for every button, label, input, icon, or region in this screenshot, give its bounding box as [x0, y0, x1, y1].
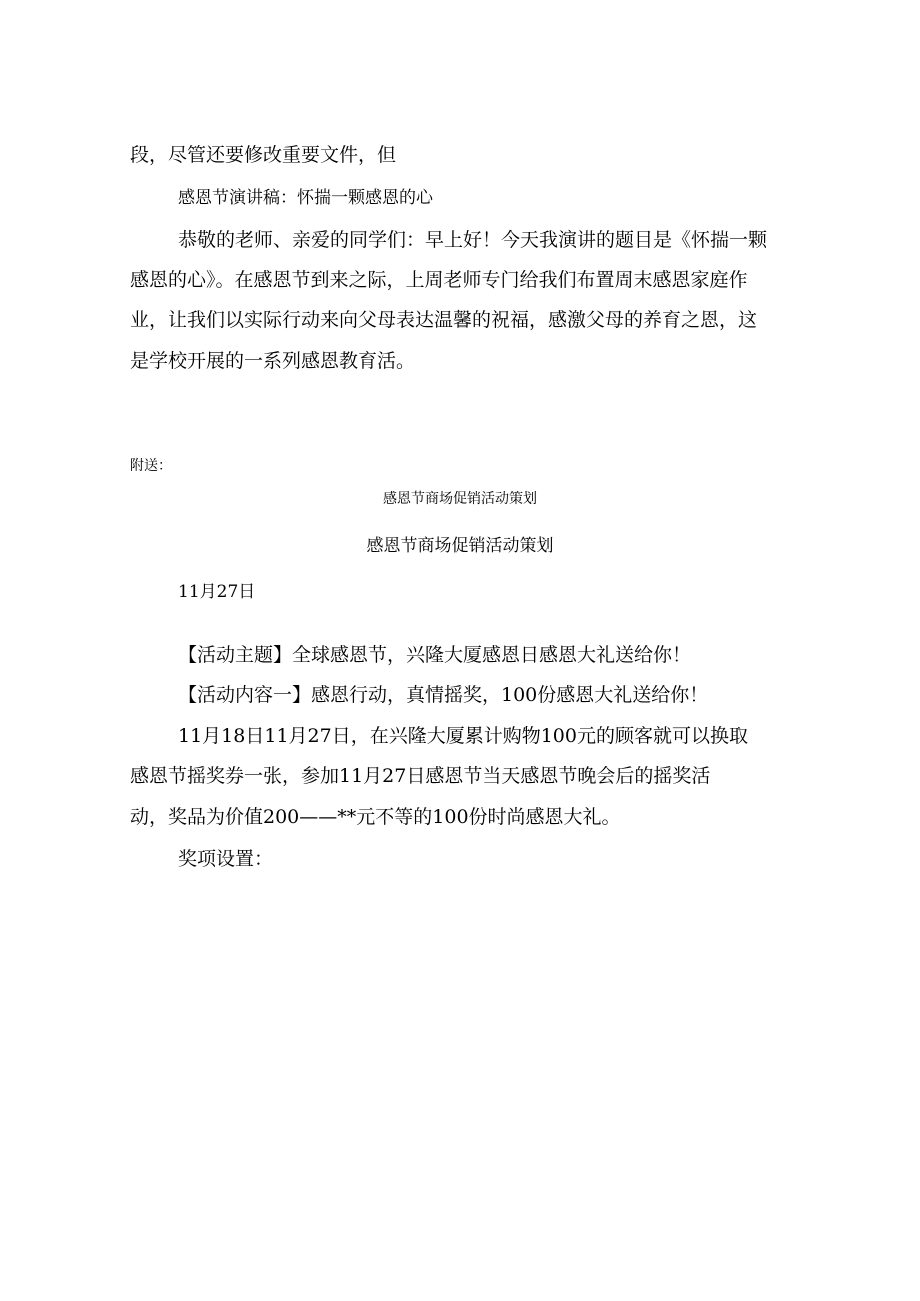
appendix-main-title: 感恩节商场促销活动策划	[366, 536, 554, 556]
appendix-label: 附送：	[130, 458, 172, 474]
speech-paragraph-line-1: 恭敬的老师、亲爱的同学们：早上好！今天我演讲的题目是《怀揣一颗	[178, 229, 768, 251]
paragraph-fragment: 段，尽管还要修改重要文件，但	[130, 144, 397, 166]
appendix-date: 11月27日	[178, 582, 256, 602]
speech-title: 感恩节演讲稿：怀揣一颗感恩的心	[178, 188, 433, 208]
awards-heading: 奖项设置：	[178, 848, 274, 870]
activity-content-1: 【活动内容一】感恩行动，真情摇奖，100份感恩大礼送给你！	[178, 684, 709, 706]
speech-paragraph-line-4: 是学校开展的一系列感恩教育活。	[130, 350, 416, 372]
appendix-small-title: 感恩节商场促销活动策划	[383, 491, 537, 507]
speech-paragraph-line-2: 感恩的心》。在感恩节到来之际，上周老师专门给我们布置周末感恩家庭作	[130, 269, 748, 291]
activity-body-line-1: 11月18日11月27日，在兴隆大厦累计购物100元的顾客就可以换取	[178, 725, 748, 747]
activity-body-line-2: 感恩节摇奖券一张，参加11月27日感恩节当天感恩节晚会后的摇奖活	[130, 765, 711, 787]
activity-body-line-3: 动，奖品为价值200——**元不等的100份时尚感恩大礼。	[130, 806, 621, 828]
speech-paragraph-line-3: 业，让我们以实际行动来向父母表达温馨的祝福，感激父母的养育之恩，这	[130, 309, 758, 331]
activity-theme: 【活动主题】全球感恩节，兴隆大厦感恩日感恩大礼送给你！	[178, 644, 692, 666]
